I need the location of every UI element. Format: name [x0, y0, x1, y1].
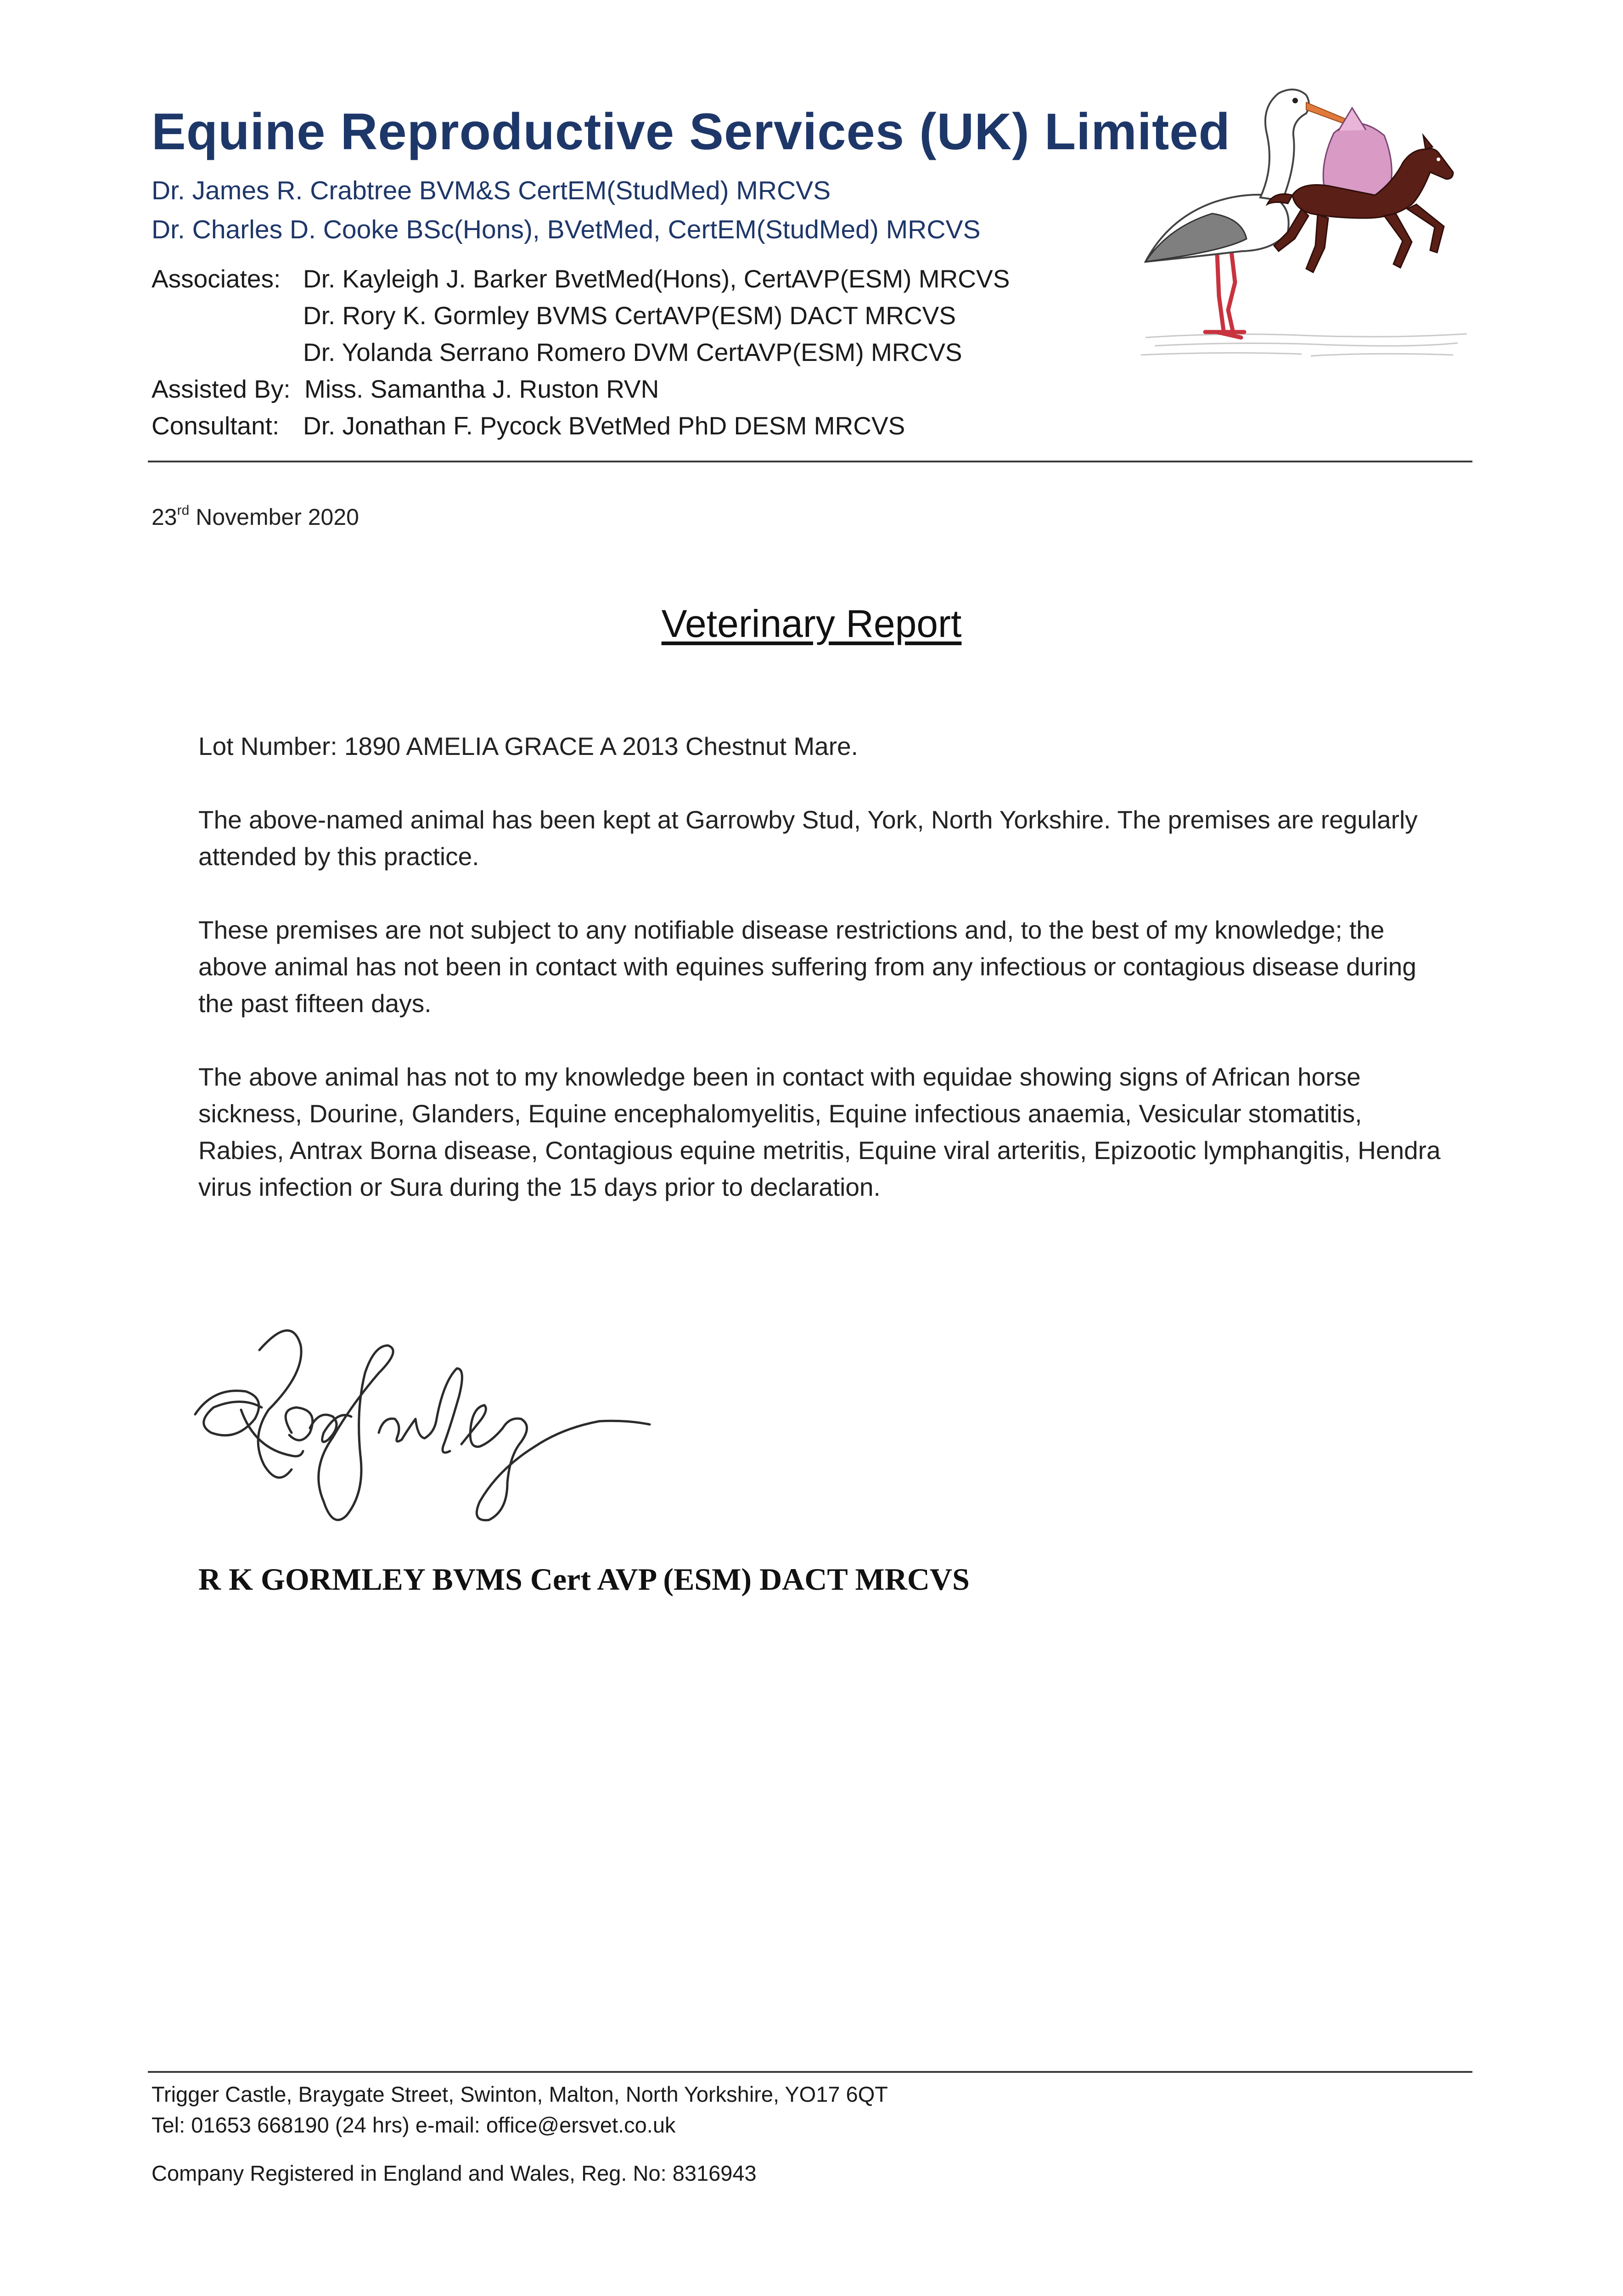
date-month-year: November 2020	[196, 504, 359, 530]
associates-label: Associates:	[152, 264, 281, 293]
report-title: Veterinary Report	[661, 602, 962, 645]
associate-line: Dr. Rory K. Gormley BVMS CertAVP(ESM) DACT MRCVS	[303, 301, 956, 330]
footer-divider	[148, 2071, 1472, 2073]
date-suffix: rd	[177, 503, 190, 518]
associate-line: Dr. Kayleigh J. Barker BvetMed(Hons), CertAVP(ESM) MRCVS	[303, 264, 1010, 293]
consultant-value: Dr. Jonathan F. Pycock BVetMed PhD DESM MRCVS	[303, 411, 905, 440]
assisted-by-label: Assisted By:	[152, 375, 291, 403]
consultant-label: Consultant:	[152, 411, 280, 440]
assisted-by-value: Miss. Samantha J. Ruston RVN	[304, 375, 659, 403]
footer-contact: Tel: 01653 668190 (24 hrs) e-mail: office@ersvet.co.uk	[152, 2113, 676, 2137]
associate-line: Dr. Yolanda Serrano Romero DVM CertAVP(ESM) MRCVS	[303, 338, 962, 366]
date-day: 23	[152, 504, 177, 530]
footer-address: Trigger Castle, Braygate Street, Swinton, Malton, North Yorkshire, YO17 6QT	[152, 2082, 888, 2106]
footer-registration: Company Registered in England and Wales, Reg. No: 8316943	[152, 2161, 757, 2185]
lot-number-paragraph: Lot Number: 1890 AMELIA GRACE A 2013 Chestnut Mare.	[198, 732, 858, 760]
signatory-name: R K GORMLEY BVMS Cert AVP (ESM) DACT MRCVS	[198, 1562, 970, 1597]
partner-line: Dr. Charles D. Cooke BSc(Hons), BVetMed, CertEM(StudMed) MRCVS	[152, 215, 981, 244]
partner-line: Dr. James R. Crabtree BVM&S CertEM(StudMed) MRCVS	[152, 176, 831, 205]
stork-carrying-foal-icon	[1136, 80, 1476, 365]
contact-declaration-paragraph: The above animal has not to my knowledge been in contact with equidae showing signs of African horse sickness, Dourine, Glanders, Equine encephalomyelitis, Equine infectious anaemia, Vesicular stomatitis, Rabies, Antrax Borna disease, Contagious equine metritis, Equine viral arteritis, Epizootic lymphangitis, Hendra virus infection or Sura during the 15 days prior to declaration.	[198, 1063, 1441, 1201]
header-divider	[148, 461, 1472, 462]
handwritten-signature-icon	[186, 1318, 654, 1529]
disease-restrictions-paragraph: These premises are not subject to any notifiable disease restrictions and, to the best of my knowledge; the above animal has not been in contact with equines suffering from any infectious or contagious disease during the past fifteen days.	[198, 916, 1416, 1018]
company-name: Equine Reproductive Services (UK) Limited	[152, 103, 1230, 160]
premises-location-paragraph: The above-named animal has been kept at Garrowby Stud, York, North Yorkshire. The premises are regularly attended by this practice.	[198, 805, 1418, 871]
report-date	[152, 503, 359, 530]
